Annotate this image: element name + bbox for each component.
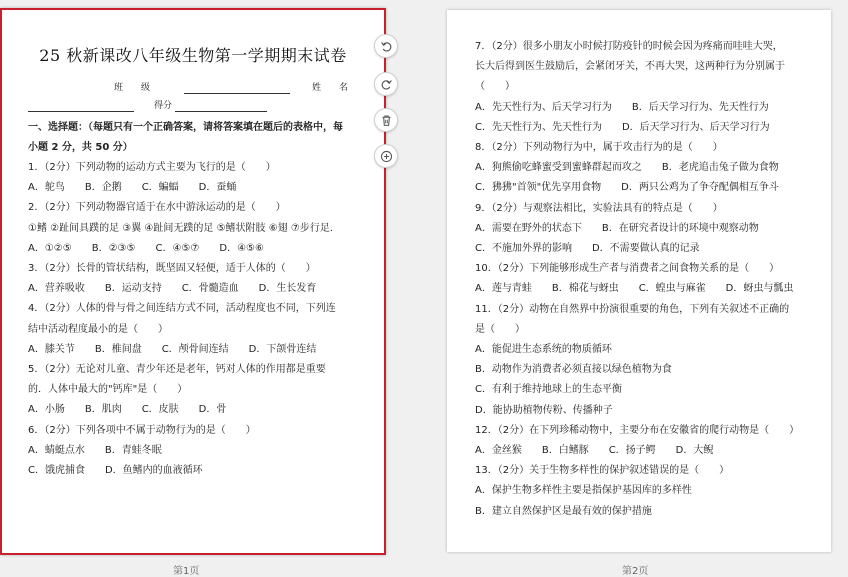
question-line: C．不施加外界的影响 D．不需要做认真的记录 (475, 243, 700, 254)
question-line: A．先天性行为、后天学习行为 B．后天学习行为、先天性行为 (475, 101, 769, 113)
question-line: A．能促进生态系统的物质循环 (475, 344, 612, 355)
page-2-footer: 第2页 (622, 566, 649, 577)
rotate-left-button[interactable] (374, 34, 398, 58)
rotate-right-button[interactable] (374, 72, 398, 96)
question-line: 结中活动程度最小的是（ ） (28, 323, 168, 335)
question-line: C．有利于维持地球上的生态平衡 (475, 384, 622, 396)
page-1-footer: 第1页 (173, 566, 200, 577)
question-line: 的．人体中最大的"钙库"是（ ） (28, 384, 188, 396)
question-line: C．狒狒"首领"优先享用食物 D．两只公鸡为了争夺配偶相互争斗 (475, 182, 779, 194)
question-line: A．狗熊偷吃蜂蜜受到蜜蜂群起而攻之 B．老虎追击兔子做为食物 (475, 162, 779, 174)
score-field (154, 100, 267, 112)
plus-circle-icon (380, 150, 393, 163)
score-input-line[interactable] (175, 101, 267, 112)
add-page-button[interactable] (374, 144, 398, 168)
question-line: A．鸵鸟 B．企鹅 C．蝙蝠 D．蚕蛹 (28, 182, 237, 194)
question-line: A．莲与青蛙 B．棉花与蚜虫 C．蝗虫与麻雀 D．蚜虫与瓢虫 (475, 283, 794, 295)
question-line: 11．（2分）动物在自然界中扮演很重要的角色，下列有关叙述不正确的 (475, 303, 790, 315)
question-line: A．膝关节 B．椎间盘 C．颅骨间连结 D．下颌骨连结 (28, 343, 317, 355)
question-line: 2．（2分）下列动物器官适于在水中游泳运动的是（ ） (28, 202, 286, 214)
question-line: 3．（2分）长骨的管状结构，既坚固又轻便，适于人体的（ ） (28, 263, 316, 274)
name-input-line[interactable] (28, 100, 134, 112)
section-heading-cont: 小题 2 分，共 50 分） (28, 142, 133, 153)
exam-title: 25 秋新课改八年级生物第一学期期末试卷 (39, 46, 347, 65)
question-line: C．饿虎捕食 D．鱼鳍内的血液循环 (28, 465, 203, 476)
class-label: 班 级 (114, 83, 151, 93)
question-line: B．动物作为消费者必须直接以绿色植物为食 (475, 364, 672, 376)
question-line: 长大后得到医生鼓励后，会紧闭牙关，不再大哭，这两种行为分别属于 (475, 61, 785, 73)
score-label: 得分 (154, 101, 173, 111)
class-field (114, 82, 150, 94)
question-line: B．建立自然保护区是最有效的保护措施 (475, 505, 652, 517)
question-line: ①鳍 ②趾间具蹼的足 ③翼 ④趾间无蹼的足 ⑤鳍状附肢 ⑥翅 ⑦步行足． (28, 222, 340, 234)
question-line: 1．（2分）下列动物的运动方式主要为飞行的是（ ） (28, 162, 276, 173)
question-line: A．①②⑤ B．②③⑤ C．④⑤⑦ D．④⑤⑥ (28, 242, 264, 254)
question-line: 5．（2分）无论对儿童、青少年还是老年，钙对人体的作用都是重要 (28, 364, 326, 375)
question-line: C．先天性行为、先天性行为 D．后天学习行为、后天学习行为 (475, 121, 770, 133)
question-line: 9．（2分）与观察法相比，实验法具有的特点是（ ） (475, 202, 723, 214)
question-line: 7．（2分）很多小朋友小时候打防疫针的时候会因为疼痛而哇哇大哭， (475, 41, 783, 52)
question-line: 8．（2分）下列动物行为中，属于攻击行为的是（ ） (475, 142, 723, 153)
name-field (312, 82, 348, 94)
question-line: 10．（2分）下列能够形成生产者与消费者之间食物关系的是（ ） (475, 263, 780, 275)
question-line: A．营养吸收 B．运动支持 C．骨髓造血 D．生长发育 (28, 283, 317, 295)
question-line: 6．（2分）下列各项中不属于动物行为的是（ ） (28, 424, 256, 436)
exam-page-1[interactable] (0, 8, 386, 555)
question-line: A．小肠 B．肌肉 C．皮肤 D．骨 (28, 404, 227, 416)
question-line: A．保护生物多样性主要是指保护基因库的多样性 (475, 485, 692, 497)
question-line: A．金丝猴 B．白鳍豚 C．扬子鳄 D．大鲵 (475, 445, 714, 456)
question-line: 13．（2分）关于生物多样性的保护叙述错误的是（ ） (475, 465, 730, 477)
question-line: D．能协助植物传粉、传播种子 (475, 404, 613, 416)
question-line: 12．（2分）在下列珍稀动物中，主要分布在安徽省的爬行动物是（ ） (475, 424, 800, 436)
question-line: （ ） (475, 81, 515, 93)
name-label: 姓 名 (312, 83, 349, 93)
class-input-line[interactable] (184, 82, 290, 94)
rotate-left-icon (380, 40, 393, 53)
exam-page-2[interactable] (447, 10, 831, 552)
rotate-right-icon (380, 78, 393, 91)
section-heading: 一、选择题：（每题只有一个正确答案，请将答案填在题后的表格中，每 (28, 122, 343, 133)
question-line: A．蜻蜓点水 B．青蛙冬眠 (28, 444, 162, 456)
question-line: A．需要在野外的状态下 B．在研究者设计的环境中观察动物 (475, 222, 759, 234)
question-line: 4．（2分）人体的骨与骨之间连结方式不同，活动程度也不同，下列连 (28, 303, 336, 315)
trash-icon (380, 114, 393, 127)
delete-page-button[interactable] (374, 108, 398, 132)
question-line: 是（ ） (475, 323, 525, 335)
